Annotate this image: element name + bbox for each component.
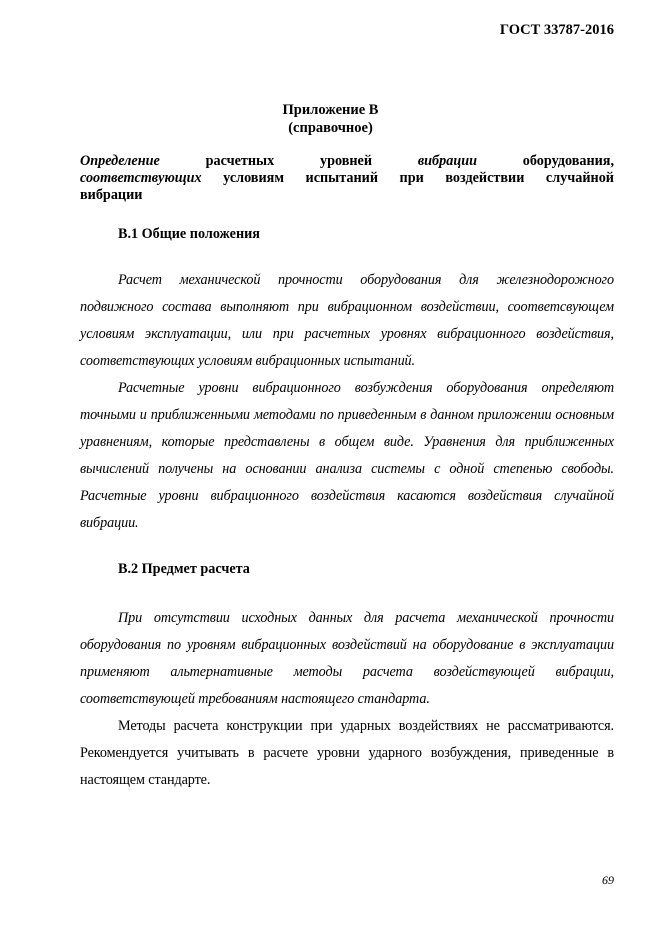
- paragraph: Расчет механической прочности оборудования для железнодорожного подвижного состава выполняют при вибрационном воздействии, соответсвующем условиям эксплуатации, или при расчетных уровнях вибрационного воздействия, соответствующих условиям вибрационных испытаний.: [80, 272, 614, 369]
- heading-word: оборудования,: [522, 153, 615, 169]
- heading-word: соответствующих: [80, 170, 202, 186]
- paragraph: При отсутствии исходных данных для расчета механической прочности оборудования по уровням вибрационных воздействий на оборудование в эксплуатации применяют альтернативные методы расчета воздействующей вибрации, соответствующей требованиям настоящего стандарта.: [80, 610, 614, 707]
- appendix-heading-line1: [80, 153, 614, 170]
- section-title: В.1 Общие положения: [118, 226, 260, 242]
- heading-word: Определение: [80, 153, 160, 169]
- heading-text: условиям испытаний при воздействии случайной: [201, 170, 614, 186]
- heading-word: вибрации: [417, 153, 477, 169]
- appendix-label: Приложение В: [282, 102, 379, 118]
- appendix-heading-line3: вибрации: [80, 187, 143, 203]
- paragraph: Расчетные уровни вибрационного возбуждения оборудования определяют точными и приближенными методами по приведенным в данном приложении основным уравнениям, которые представлены в общем виде. Уравнения для приближенных вычислений получены на основании анализа системы с одной степенью свободы. Расчетные уровни вибрационного воздействия касаются воздействия случайной вибрации.: [80, 380, 614, 531]
- page-number: 69: [602, 873, 614, 887]
- document-code: ГОСТ 33787-2016: [499, 22, 614, 38]
- heading-word: расчетных: [205, 153, 275, 169]
- appendix-heading: [80, 153, 614, 204]
- appendix-title: [0, 101, 661, 137]
- heading-word: уровней: [320, 153, 373, 169]
- appendix-type: (справочное): [288, 120, 373, 136]
- appendix-heading-line2: [80, 170, 614, 187]
- document-body: [80, 153, 614, 794]
- paragraph: Методы расчета конструкции при ударных воздействиях не рассматриваются. Рекомендуется учитывать в расчете уровни ударного возбуждения, приведенные в настоящем стандарте.: [80, 718, 614, 788]
- section-title: В.2 Предмет расчета: [118, 561, 250, 577]
